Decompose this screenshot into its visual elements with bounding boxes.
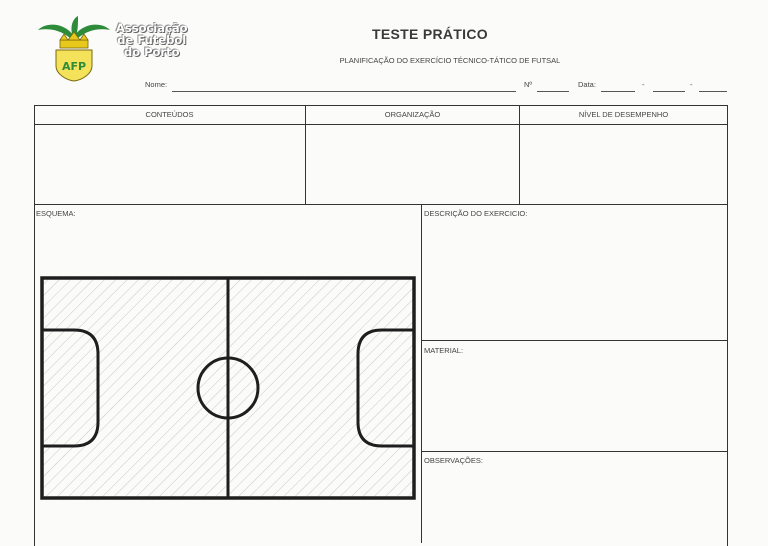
date-separator-1: -	[642, 80, 645, 89]
futsal-court-diagram[interactable]	[40, 276, 416, 500]
date-separator-2: -	[690, 80, 693, 89]
logo-badge-text: AFP	[61, 60, 87, 73]
material-area[interactable]	[422, 356, 726, 449]
content-row-divider	[34, 204, 728, 205]
number-field[interactable]	[537, 91, 569, 92]
date-month-field[interactable]	[653, 91, 685, 92]
date-day-field[interactable]	[601, 91, 635, 92]
performance-level-cell[interactable]	[520, 125, 726, 204]
column-header-performance-level: NÍVEL DE DESEMPENHO	[578, 110, 669, 119]
page-subtitle: PLANIFICAÇÃO DO EXERCÍCIO TÉCNICO-TÁTICO DE FUTSAL	[339, 56, 561, 65]
name-field[interactable]	[172, 91, 516, 92]
observations-area[interactable]	[422, 466, 726, 542]
observations-divider	[421, 451, 728, 452]
name-label: Nome:	[145, 80, 168, 89]
contents-cell[interactable]	[35, 125, 305, 204]
description-area[interactable]	[422, 220, 726, 338]
org-name-line-3: do Porto	[123, 45, 180, 59]
material-label: MATERIAL:	[424, 346, 464, 355]
scheme-label: ESQUEMA:	[36, 209, 76, 218]
column-header-contents: CONTEÚDOS	[145, 110, 194, 119]
description-label: DESCRIÇÃO DO EXERCICIO:	[424, 209, 528, 218]
observations-label: OBSERVAÇÕES:	[424, 456, 483, 465]
material-divider	[421, 340, 728, 341]
date-label: Data:	[578, 80, 596, 89]
number-label: Nº	[524, 80, 533, 89]
org-name-line-1: Associação	[116, 21, 188, 35]
organization-name	[116, 22, 188, 58]
page-title: TESTE PRÁTICO	[372, 26, 488, 42]
afp-logo-icon	[36, 14, 112, 82]
column-header-organization: ORGANIZAÇÃO	[384, 110, 441, 119]
org-name-line-2: de Futebol	[117, 33, 187, 47]
date-year-field[interactable]	[699, 91, 727, 92]
organization-cell[interactable]	[306, 125, 519, 204]
